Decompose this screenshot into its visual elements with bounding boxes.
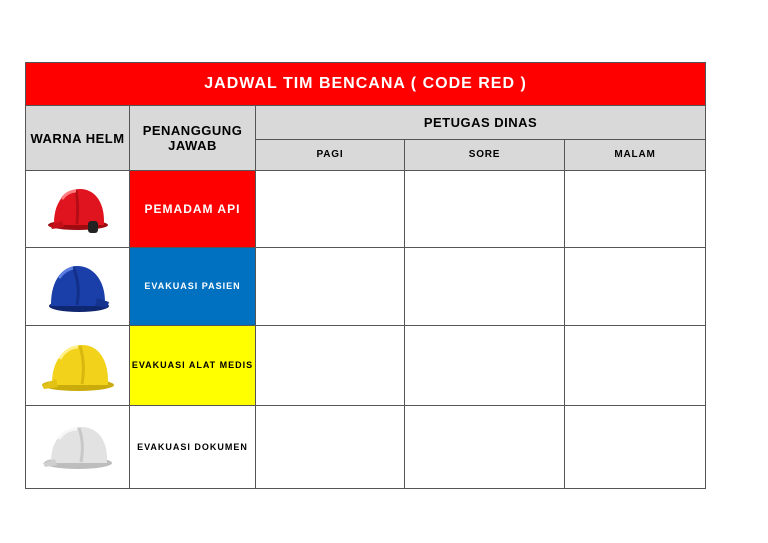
responsibility-cell: EVAKUASI ALAT MEDIS (130, 325, 256, 406)
shift-cell-malam[interactable] (565, 325, 706, 406)
shift-cell-malam[interactable] (565, 170, 706, 248)
responsibility-cell: EVAKUASI PASIEN (130, 248, 256, 326)
shift-cell-malam[interactable] (565, 406, 706, 489)
table-row (26, 170, 706, 248)
white-hard-hat-icon (41, 421, 115, 473)
responsibility-cell: EVAKUASI DOKUMEN (130, 406, 256, 489)
helmet-cell (26, 406, 130, 489)
header-shift-pagi: PAGI (256, 139, 405, 170)
table-row (26, 248, 706, 326)
helmet-cell (26, 248, 130, 326)
red-hard-hat-icon (46, 181, 110, 237)
table-row (26, 406, 706, 489)
responsibility-cell: PEMADAM API (130, 170, 256, 248)
helmet-cell (26, 325, 130, 406)
helmet-cell (26, 170, 130, 248)
shift-cell-malam[interactable] (565, 248, 706, 326)
header-shift-malam: MALAM (565, 139, 706, 170)
header-petugas-dinas: PETUGAS DINAS (256, 106, 706, 139)
shift-cell-pagi[interactable] (256, 248, 405, 326)
schedule-table (25, 62, 706, 489)
yellow-hard-hat-icon (40, 337, 116, 395)
shift-cell-sore[interactable] (405, 170, 565, 248)
table-title: JADWAL TIM BENCANA ( CODE RED ) (26, 63, 706, 106)
shift-cell-pagi[interactable] (256, 325, 405, 406)
shift-cell-sore[interactable] (405, 325, 565, 406)
shift-cell-sore[interactable] (405, 406, 565, 489)
header-penanggung-jawab: PENANGGUNG JAWAB (130, 106, 256, 170)
shift-cell-pagi[interactable] (256, 170, 405, 248)
table-row (26, 325, 706, 406)
blue-hard-hat-icon (45, 258, 111, 316)
header-warna-helm: WARNA HELM (26, 106, 130, 170)
shift-cell-sore[interactable] (405, 248, 565, 326)
header-shift-sore: SORE (405, 139, 565, 170)
shift-cell-pagi[interactable] (256, 406, 405, 489)
